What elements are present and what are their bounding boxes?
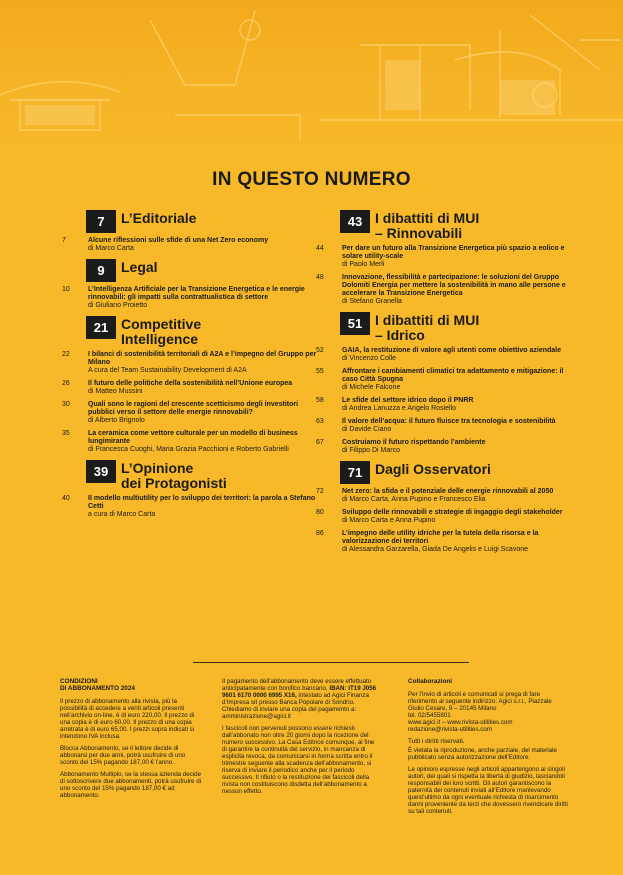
header-photo — [0, 0, 623, 150]
toc-entry[interactable] — [62, 286, 318, 310]
entry-page-number: 80 — [316, 509, 324, 516]
toc-entry[interactable] — [316, 530, 572, 554]
entry-title: Alcune riflessioni sulle sfide di una Net Zero economy — [88, 237, 269, 244]
section-header — [340, 312, 572, 343]
entry-text — [342, 397, 572, 413]
entry-author: di Filippo Di Marco — [342, 447, 400, 454]
entry-title: La ceramica come vettore culturale per un modello di business lungimirante — [88, 430, 298, 445]
section-page-number: 7 — [86, 210, 116, 233]
website-link[interactable]: www.agici.it – www.rivista-utilities.com — [408, 719, 513, 726]
entry-text — [88, 495, 318, 519]
section-title — [121, 461, 227, 491]
toc-right-column — [316, 210, 572, 560]
entry-title: Affrontare i cambiamenti climatici tra adattamento e mitigazione: il caso Città Spugna — [342, 368, 564, 383]
entry-text — [88, 351, 318, 375]
toc-entry[interactable] — [62, 495, 318, 519]
entry-author: di Marco Carta — [88, 245, 134, 252]
footer-payment-column — [222, 678, 380, 800]
entry-text — [88, 286, 318, 310]
entry-title: L’impegno delle utility idriche per la tutela della risorsa e la valorizzazione dei territori — [342, 530, 539, 545]
entry-page-number: 10 — [62, 286, 70, 293]
toc-entry[interactable] — [62, 237, 318, 253]
entry-title: Net zero: la sfida e il potenziale delle energie rinnovabili al 2050 — [342, 488, 554, 495]
section-header — [86, 316, 318, 347]
section-page-number: 51 — [340, 312, 370, 335]
entry-author: di Andrea Lanuzza e Angelo Rosiello — [342, 405, 457, 412]
section-page-number: 71 — [340, 461, 370, 484]
section-title — [121, 211, 196, 226]
section-title-line: – Idrico — [375, 327, 425, 343]
entry-title: I bilanci di sostenibilità territoriali di A2A e l’impegno del Gruppo per Milano — [88, 351, 317, 366]
section-page-number: 43 — [340, 210, 370, 233]
toc-entry[interactable] — [316, 509, 572, 525]
entry-text — [342, 347, 572, 363]
entry-author: di Paolo Merli — [342, 261, 385, 268]
section-header — [340, 461, 572, 484]
toc-entry[interactable] — [316, 418, 572, 434]
entry-page-number: 48 — [316, 274, 324, 281]
section-title-line: Competitive — [121, 316, 202, 332]
collaboration-text: Per l’invio di articoli e comunicati si prega di fare riferimento al seguente indirizzo: Agici s.r.l., Piazzale Giulio Cesare, 9 – 20145 Milano tel. 02/5455801 www.agici.it – www.rivista-utilities.com redazione@rivista-utilities.com — [408, 691, 552, 733]
section-title-line: Intelligence — [121, 331, 199, 347]
toc-left-column — [62, 210, 318, 525]
entry-title: Costruiamo il futuro rispettando l’ambiente — [342, 439, 486, 446]
section-title-line: dei Protagonisti — [121, 475, 227, 491]
subscription-heading: CONDIZIONI DI ABBONAMENTO 2024 — [60, 678, 135, 692]
toc-section — [62, 316, 318, 454]
payment-text: Il pagamento dell’abbonamento deve essere effettuato anticipatamente con bonifico bancario, IBAN: IT19 J056 9601 6170 0000 6995 X16, intestato ad Agici Finanza d’Impresa srl presso Banca Popolare di Sondrio. Chiediamo di inviare una copia del pagamento a: amministrazione@agici.it — [222, 678, 377, 720]
toc-entry[interactable] — [316, 274, 572, 306]
toc-entry[interactable] — [316, 245, 572, 269]
toc-entry[interactable] — [62, 351, 318, 375]
footer-subscription-column — [60, 678, 202, 804]
entry-text — [88, 401, 318, 425]
entry-page-number: 7 — [62, 237, 66, 244]
entry-text — [342, 488, 572, 504]
section-header — [86, 210, 318, 233]
rights-text: È vietata la riproduzione, anche parziale, del materiale pubblicato senza autorizzazione dell’Editore. — [408, 747, 557, 761]
toc-section — [62, 259, 318, 310]
toc-entry[interactable] — [62, 430, 318, 454]
toc-entry[interactable] — [62, 380, 318, 396]
entry-text — [342, 245, 572, 269]
entry-title: Le sfide del settore idrico dopo il PNRR — [342, 397, 474, 404]
footer-collaboration-column — [408, 678, 568, 820]
entry-author: di Alessandra Garzarella, Giada De Angelis e Luigi Scavone — [342, 546, 528, 553]
payment-text: I fascicoli non pervenuti possono essere richiesti dall’abbonato non oltre 20 giorni dopo la ricezione del numero successivo. La Casa Editrice comunque, al fine di garantire la continuità del servizio, in mancanza di esplicita revoca, da comunicarsi in forma scritta entro il trimestre seguente alla scadenza dell’abbonamento, si riserva di inviare il periodico anche per il periodo successivo. Il rifiuto o la restituzione dei fascicoli della rivista non costituiscono disdetta dell’abbonamento a nessun effetto. — [222, 725, 375, 795]
entry-author: di Marco Carta e Anna Pupino — [342, 517, 436, 524]
toc-entry[interactable] — [316, 488, 572, 504]
toc-section — [62, 210, 318, 253]
toc-entry[interactable] — [316, 439, 572, 455]
section-header — [340, 210, 572, 241]
entry-author: di Giuliano Proietto — [88, 302, 148, 309]
entry-page-number: 22 — [62, 351, 70, 358]
entry-author: a cura di Marco Carta — [88, 511, 156, 518]
entry-title: GAIA, la restituzione di valore agli utenti come obiettivo aziendale — [342, 347, 561, 354]
entry-text — [88, 237, 318, 253]
entry-author: di Vincenzo Colle — [342, 355, 396, 362]
rights-heading: Tutti i diritti riservati. — [408, 738, 465, 745]
entry-page-number: 30 — [62, 401, 70, 408]
section-title — [375, 313, 479, 343]
entry-title: Per dare un futuro alla Transizione Energetica più spazio a eolico e solare utility-scale — [342, 245, 565, 260]
entry-page-number: 44 — [316, 245, 324, 252]
footer-divider — [193, 662, 469, 663]
section-title — [375, 462, 491, 477]
toc-section — [316, 312, 572, 455]
entry-page-number: 26 — [62, 380, 70, 387]
entry-author: di Davide Ciano — [342, 426, 392, 433]
section-title — [121, 317, 201, 347]
entry-page-number: 63 — [316, 418, 324, 425]
entry-text — [88, 430, 318, 454]
section-page-number: 21 — [86, 316, 116, 339]
entry-author: di Matteo Mussini — [88, 388, 143, 395]
section-title — [121, 260, 158, 275]
entry-title: Il futuro delle politiche della sostenibilità nell’Unione europea — [88, 380, 293, 387]
section-header — [86, 460, 318, 491]
subscription-text: Il prezzo di abbonamento alla rivista, più la possibilità di accedere a venti articoli presenti nell’archivio on-line, è di euro 220,00. Il prezzo di una copia è di euro 60,00. Il prezzo di una copia arretrata è di euro 65,00. I prezzi sopra indicati si intendono IVA inclusa. — [60, 698, 195, 740]
subscription-text: Blocca Abbonamento, se il lettore decide di abbonarsi per due anni, potrà usufruire di uno sconto del 15% pagando 187,00 € l’anno. — [60, 745, 186, 766]
section-title-line: – Rinnovabili — [375, 225, 463, 241]
entry-text — [342, 368, 572, 392]
collaboration-heading: Collaborazioni — [408, 678, 453, 685]
toc-section — [316, 210, 572, 306]
entry-title: Quali sono le ragioni del crescente scetticismo degli investitori pubblici verso il settore delle energie rinnovabili? — [88, 401, 299, 416]
entry-page-number: 55 — [316, 368, 324, 375]
toc-entry[interactable] — [316, 368, 572, 392]
phone-text: tel. 02/5455801 — [408, 712, 451, 719]
entry-text — [342, 530, 572, 554]
entry-page-number: 67 — [316, 439, 324, 446]
entry-author: di Alberto Brignolo — [88, 417, 145, 424]
email-link[interactable]: redazione@rivista-utilities.com — [408, 726, 492, 733]
entry-author: di Francesca Cuoghi, Maria Grazia Pacchioni e Roberto Gabrielli — [88, 446, 289, 453]
toc-entry[interactable] — [316, 347, 572, 363]
entry-author: di Marco Carta, Anna Pupino e Francesco Elia — [342, 496, 486, 503]
toc-section — [62, 460, 318, 519]
section-title-line: Legal — [121, 259, 158, 275]
industrial-scene-image — [0, 0, 623, 150]
toc-entry[interactable] — [62, 401, 318, 425]
page-title: IN QUESTO NUMERO — [212, 169, 411, 190]
iban-text: IBAN: IT19 J056 9601 6170 0000 6995 X16, — [222, 685, 377, 699]
section-page-number: 9 — [86, 259, 116, 282]
entry-author: A cura del Team Sustainability Development di A2A — [88, 367, 247, 374]
section-title-line: Dagli Osservatori — [375, 461, 491, 477]
entry-text — [342, 439, 572, 455]
entry-text — [88, 380, 318, 396]
section-title-line: I dibattiti di MUI — [375, 312, 480, 328]
entry-page-number: 86 — [316, 530, 324, 537]
rights-text: Le opinioni espresse negli articoli appartengono ai singoli autori, dei quali si rispetta la libertà di giudizio, lasciandoli responsabili dei loro scritti. Gli autori garantiscono la paternità dei contenuti inviati all’Editore manlevando quest’ultimo da ogni eventuale richiesta di risarcimento danni proveniente da terzi che dovessero rivendicare diritti su tali contenuti. — [408, 766, 568, 815]
entry-author: di Michele Falcone — [342, 384, 401, 391]
section-title-line: L’Editoriale — [121, 210, 197, 226]
entry-author: di Stefano Granella — [342, 298, 402, 305]
entry-text — [342, 418, 572, 434]
entry-page-number: 40 — [62, 495, 70, 502]
entry-text — [342, 509, 572, 525]
entry-page-number: 72 — [316, 488, 324, 495]
entry-title: Il modello multiutility per lo sviluppo dei territori: la parola a Stefano Cetti — [88, 495, 316, 510]
entry-page-number: 35 — [62, 430, 70, 437]
entry-page-number: 58 — [316, 397, 324, 404]
entry-text — [342, 274, 572, 306]
entry-title: Sviluppo delle rinnovabili e strategie di ingaggio degli stakeholder — [342, 509, 563, 516]
entry-title: L’Intelligenza Artificiale per la Transizione Energetica e le energie rinnovabili: gli impatti sulla contrattualistica di settore — [88, 286, 305, 301]
entry-title: Innovazione, flessibilità e partecipazione: le soluzioni del Gruppo Dolomiti Energia per mettere la sostenibilità in mano alle persone e accelerare la Transizione Energetica — [342, 274, 566, 297]
section-title — [375, 211, 479, 241]
section-page-number: 39 — [86, 460, 116, 483]
toc-entry[interactable] — [316, 397, 572, 413]
section-header — [86, 259, 318, 282]
entry-title: Il valore dell’acqua: il futuro fluisce tra tecnologia e sostenibilità — [342, 418, 556, 425]
section-title-line: L’Opinione — [121, 460, 194, 476]
entry-page-number: 52 — [316, 347, 324, 354]
section-title-line: I dibattiti di MUI — [375, 210, 480, 226]
toc-section — [316, 461, 572, 554]
subscription-text: Abbonamento Multiplo, se la stessa azienda decide di sottoscrivere due abbonamenti, potrà usufruire di uno sconto del 15% pagando 187,00 € ad abbonamento. — [60, 771, 202, 799]
